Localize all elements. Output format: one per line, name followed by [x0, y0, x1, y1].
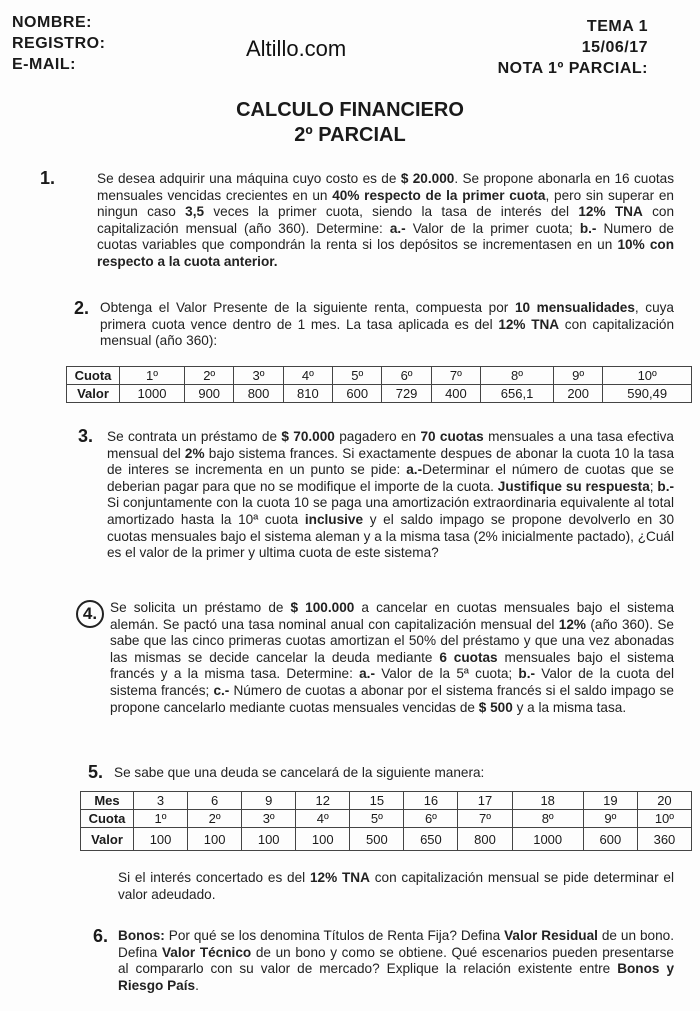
question-2: Obtenga el Valor Presente de la siguiente renta, compuesta por 10 mensualidades, cuya primera cuota vence dentro de 1 mes. La tasa aplicada es del 12% TNA con capitalización mensual (año 360):	[100, 300, 675, 349]
question-4-number: 4.	[76, 600, 104, 628]
exam-title: 2º PARCIAL	[294, 124, 406, 146]
question-1: Se desea adquirir una máquina cuyo costo es de $ 20.000. Se propone abonarla en 16 cuotas mensuales vencidas crecientes en un 40% respecto de la primer cuota, pero sin superar en ningun caso 3,5 veces la primer cuota, siendo la tasa de interés del 12% TNA con capitalización mensual (año 360). Determine: a.- Valor de la primer cuota; b.- Numero de cuotas variables que compondrán la renta si los depósitos se incrementasen en un 10% con respecto a la cuota anterior.	[97, 171, 675, 269]
tema-label: TEMA 1	[586, 18, 648, 35]
table-row: Mes 3 6 9 12 15 16 17 18 19 20	[81, 792, 692, 810]
table-row: Cuota 1º 2º 3º 4º 5º 6º 7º 8º 9º 10º	[81, 810, 692, 828]
site-watermark: Altillo.com	[246, 36, 347, 61]
question-5: Si el interés concertado es del 12% TNA con capitalización mensual se pide determinar el valor adeudado.	[118, 870, 674, 902]
course-title: CALCULO FINANCIERO	[236, 99, 464, 121]
question-5-intro: Se sabe que una deuda se cancelará de la siguiente manera:	[114, 765, 485, 780]
row-label-cuota: Cuota	[81, 810, 134, 828]
question-5-number: 5.	[88, 762, 104, 782]
question-5-table	[80, 791, 692, 851]
registro-label: REGISTRO:	[12, 35, 106, 52]
header-fields	[12, 12, 105, 75]
row-label-valor: Valor	[81, 828, 134, 851]
question-3: Se contrata un préstamo de $ 70.000 pagadero en 70 cuotas mensuales a una tasa efectiva mensual del 2% bajo sistema frances. Si exactamente despues de abonar la cuota 10 la tasa de interes se incrementa en un punto se pide: a.-Determinar el número de cuotas que se deberian pagar para que no se modifique el importe de la cuota. Justifique su respuesta; b.-Si conjuntamente con la cuota 10 se paga una amortización extraordinaria equivalente al total amortizado hasta la 10ª cuota inclusive y el saldo impago se propone devolverlo en 30 cuotas mensuales bajo el sistema aleman y a la misma tasa (2% inicialmente pactado), ¿Cuál es el valor de la primer y ultima cuota de este sistema?	[107, 429, 675, 561]
table-row: Cuota 1º 2º 3º 4º 5º 6º 7º 8º 9º 10º	[67, 367, 692, 385]
question-6: Bonos: Por qué se los denomina Títulos de Renta Fija? Defina Valor Residual de un bono. Defina Valor Técnico de un bono y como se obtiene. Qué escenarios pueden presentarse al compararlo con su valor de mercado? Explique la relación existente entre Bonos y Riesgo País.	[118, 928, 674, 993]
nombre-label: NOMBRE:	[12, 14, 92, 31]
question-1-number: 1.	[40, 168, 56, 188]
table-row: Valor 1000 900 800 810 600 729 400 656,1 200 590,49	[67, 385, 692, 403]
date-label: 15/06/17	[581, 39, 648, 56]
row-label-mes: Mes	[81, 792, 134, 810]
question-2-table	[66, 366, 692, 403]
question-6-number: 6.	[93, 926, 109, 946]
email-label: E-MAIL:	[12, 56, 76, 73]
question-3-number: 3.	[78, 426, 94, 446]
row-label-cuota: Cuota	[67, 367, 120, 385]
row-label-valor: Valor	[67, 385, 120, 403]
header-meta	[498, 16, 648, 79]
nota-label: NOTA 1º PARCIAL:	[497, 60, 648, 77]
table-row: Valor 100 100 100 100 500 650 800 1000 600 360	[81, 828, 692, 851]
question-2-number: 2.	[74, 298, 90, 318]
question-4: Se solicita un préstamo de $ 100.000 a cancelar en cuotas mensuales bajo el sistema alemán. Se pactó una tasa nominal anual con capitalización mensual del 12% (año 360). Se sabe que las cinco primeras cuotas amortizan el 50% del préstamo y que una vez abonadas las mismas se decide cancelar la deuda mediante 6 cuotas mensuales bajo el sistema francés y a la misma tasa. Determine: a.- Valor de la 5ª cuota; b.- Valor de la cuota del sistema francés; c.- Número de cuotas a abonar por el sistema francés si el saldo impago se propone cancelarlo mediante cuotas mensuales vencidas de $ 500 y a la misma tasa.	[110, 600, 675, 715]
document-title	[0, 98, 700, 148]
